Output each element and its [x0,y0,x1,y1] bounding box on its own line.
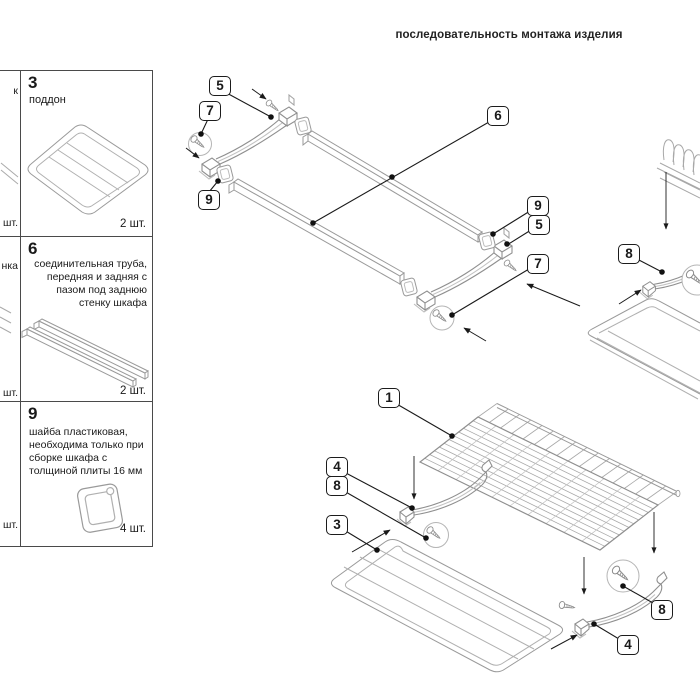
screw-icon [559,601,576,611]
callout-7-right: 7 [527,254,549,274]
washer-plate [400,278,417,297]
bottom-assembly [331,404,680,672]
part-qty: 4 шт. [119,523,146,535]
part-name: поддон [29,94,66,106]
holder-bracket [397,460,492,526]
callout-9-left: 9 [198,190,220,210]
callout-8-mid: 8 [618,244,640,264]
callout-5-right: 5 [528,215,550,235]
right-assembly [588,140,700,399]
callout-3: 3 [326,515,348,535]
part-number: 6 [28,239,38,258]
magnifier-circle [682,265,700,295]
part-number: 9 [28,404,38,423]
washer-plate [294,117,311,136]
callout-5-left: 5 [209,76,231,96]
callout-6: 6 [487,106,509,126]
magnifier-circle [430,306,454,330]
direction-arrow [619,172,666,304]
cut-cell-fragment: нка [1,260,18,272]
direction-arrow [186,89,580,341]
connecting-tube-rear [303,131,482,242]
part-name: шайба пластиковая, необходима только при сборке шкафа с толщиной плиты 16 мм [29,426,144,477]
callout-4-bottomright: 4 [617,635,639,655]
leader-lines [201,91,662,639]
cut-cell-fragment: шт. [3,217,18,229]
callout-7-left: 7 [199,101,221,121]
cut-cell-fragment: шт. [3,519,18,531]
cut-cell-fragment: к [13,85,18,97]
top-assembly [186,89,580,341]
drip-tray [331,540,562,672]
screw-icon [265,99,280,113]
side-bracket-right [414,228,512,312]
drip-tray-fragment [588,299,700,399]
cut-cell-fragment: шт. [3,387,18,399]
page-title: последовательность монтажа изделия [395,29,623,41]
callout-8-bottomleft: 8 [326,476,348,496]
callout-4-bottomleft: 4 [326,457,348,477]
part-name: соединительная труба, передняя и задняя с пазом под заднюю стенку шкафа [34,258,147,309]
wire-shelf-fragment [657,140,700,198]
magnifier-circle [424,523,449,548]
callout-9-right: 9 [527,196,549,216]
screw-icon [503,259,518,273]
wire-shelf [420,404,680,551]
leader-dots [198,114,665,627]
part-qty: 2 шт. [119,385,146,397]
connecting-tube-front [229,179,404,284]
callout-1: 1 [378,388,400,408]
part-number: 3 [28,73,38,92]
callout-8-bottomright: 8 [651,600,673,620]
part-qty: 2 шт. [119,218,146,230]
